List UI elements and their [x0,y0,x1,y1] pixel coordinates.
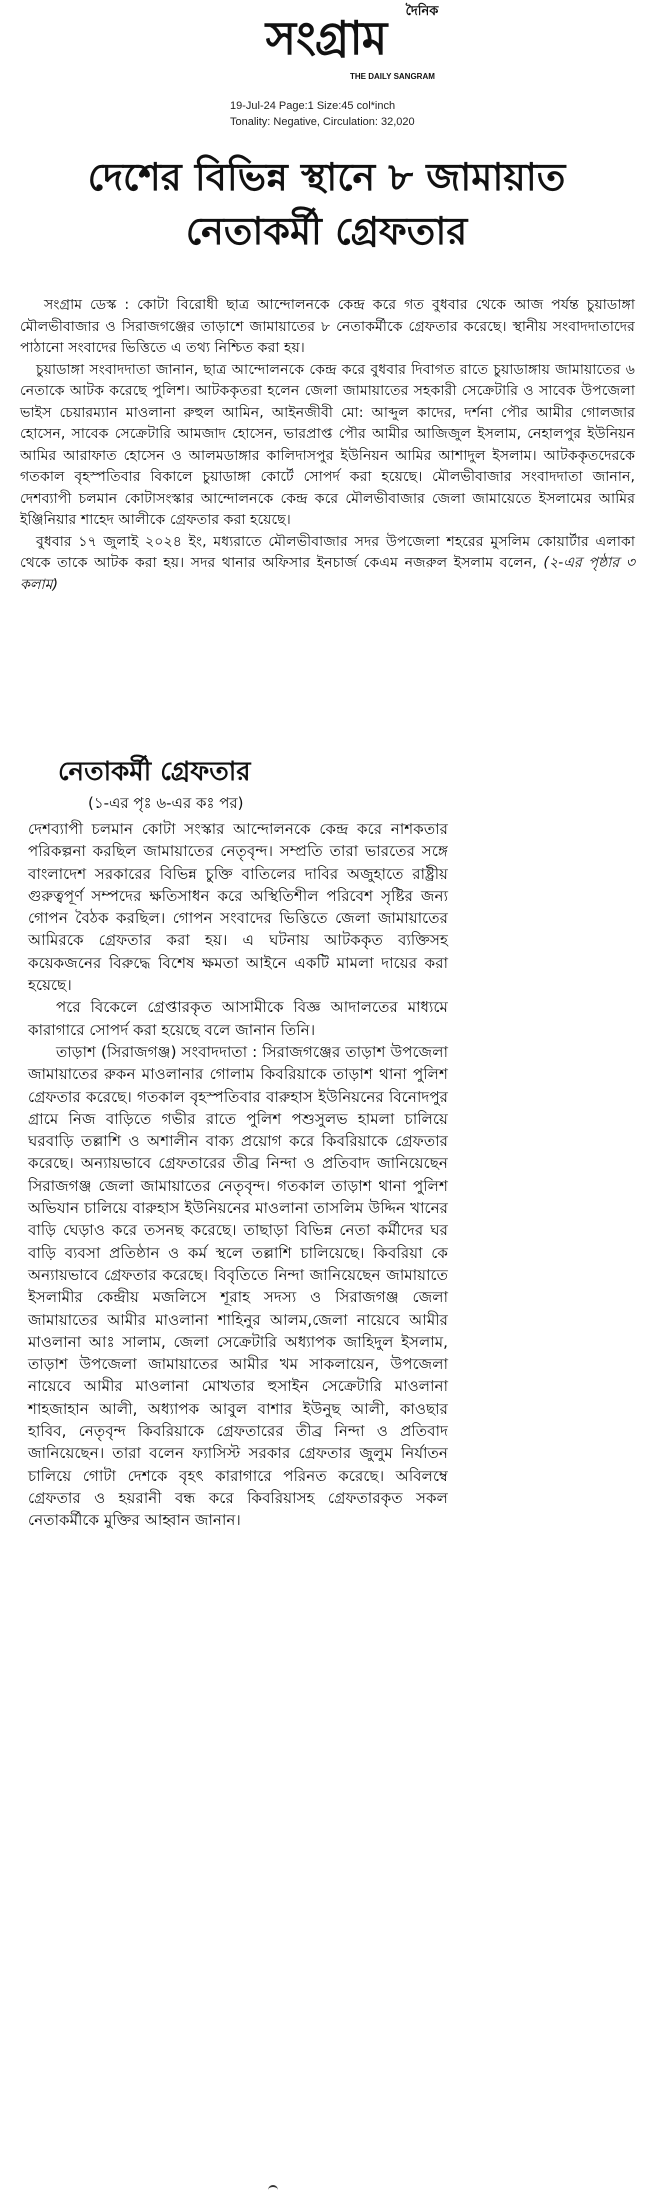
paragraph [20,532,635,597]
jump-reference: (২-এর পৃষ্ঠার ৩ কলাম) [20,555,636,593]
newspaper-name: সংগ্রাম [265,11,387,65]
masthead [0,0,653,82]
newspaper-name-small: দৈনিক [405,4,439,19]
paragraph-text: বুধবার ১৭ জুলাই ২০২৪ ইং, মধ্যরাতে মৌলভীবাজার সদর উপজেলা শহরের মুসলিম কোয়ার্টার এলাকা থেকে তাকে আটক করা হয়। সদর থানার অফিসার ইনচার্জ কেএম নজরুল ইসলাম বলেন, [20,533,635,571]
continuation-reference: (১-এর পৃঃ ৬-এর কঃ পর) [88,794,244,812]
meta-date-page: 19-Jul-24 Page:1 Size:45 col*inch [230,100,396,112]
paragraph: পরে বিকেলে গ্রেপ্তারকৃত আসামীকে বিজ্ঞ আদালতের মাধ্যমে কারাগারে সোপর্দ করা হয়েছে বলে জানান তিনি। [28,998,448,1039]
clipping-meta [230,98,415,130]
paragraph: দেশব্যাপী চলমান কোটা সংস্কার আন্দোলনকে কেন্দ্র করে নাশকতার পরিকল্পনা করছিল জামায়াতের নেতৃবৃন্দ। সম্প্রতি তারা ভারতের সঙ্গে বাংলাদেশ সরকারের বিভিন্ন চুক্তি বাতিলের দাবির অজুহাতে রাষ্ট্রীয় গুরুত্বপূর্ণ সম্পদের ক্ষতিসাধন করে অস্থিতিশীল পরিবেশ সৃষ্টির জন্য গোপন বৈঠক করছিল। গোপন সংবাদের ভিত্তিতে জেলা জামায়াতের আমিরকে গ্রেফতার করা হয়। এ ঘটনায় আটককৃত ব্যক্তিসহ কয়েকজনের বিরুদ্ধে বিশেষ ক্ষমতা আইনে একটি মামলা দায়ের করা হয়েছে। [28,820,448,995]
meta-tonality: Tonality: Negative, Circulation: 32,020 [230,116,415,128]
end-mark [268,2185,278,2195]
headline-line-2: নেতাকর্মী গ্রেফতার [185,209,468,253]
paragraph: তাড়াশ (সিরাজগঞ্জ) সংবাদদাতা : সিরাজগঞ্জের তাড়াশ উপজেলা জামায়াতের রুকন মাওলানার গোলাম কিবরিয়াকে তাড়াশ থানা পুলিশ গ্রেফতার করেছে। গতকাল বৃহস্পতিবার বারুহাস ইউনিয়নের বিনোদপুর গ্রামে নিজ বাড়িতে গভীর রাতে পুলিশ পশুসুলভ হামলা চালিয়ে ঘরবাড়ি তল্লাশি ও অশালীন বাক্য প্রয়োগ করে কিবরিয়াকে গ্রেফতার করেছে। অন্যায়ভাবে গ্রেফতারের তীব্র নিন্দা ও প্রতিবাদ জানিয়েছেন সিরাজগঞ্জ জেলা জামায়াতের নেতৃবৃন্দ। গতকাল তাড়াশ থানা পুলিশ অভিযান চালিয়ে বারুহাস ইউনিয়নের মাওলানা তাসলিম উদ্দিন খানের বাড়ি ঘেড়াও করে তসনছ করেছে। তাছাড়া বিভিন্ন নেতা কর্মীদের ঘর বাড়ি ব্যবসা প্রতিষ্ঠান ও কর্ম স্থলে তল্লাশি চালিয়েছে। কিবরিয়া কে অন্যায়ভাবে গ্রেফতার করেছে। বিবৃতিতে নিন্দা জানিয়েছেন জামায়াতে ইসলামীর কেন্দ্রীয় মজলিসে শূরাহ সদস্য ও সিরাজগঞ্জ জেলা জামায়াতের আমীর মাওলানা শাহিনুর আলম,জেলা নায়েবে আমীর মাওলানা আঃ সালাম, জেলা সেক্রেটারি অধ্যাপক জাহিদুল ইসলাম, তাড়াশ উপজেলা জামায়াতের আমীর খম সাকলায়েন, উপজেলা নায়েবে আমীর মাওলানা মোখতার হুসাইন সেক্রেটারি মাওলানা শাহজাহান আলী, অধ্যাপক আবুল বাশার ইউনুছ আলী, কাওছার হাবিব, নেতৃবৃন্দ কিবরিয়াকে গ্রেফতারের তীব্র নিন্দা ও প্রতিবাদ জানিয়েছেন। তারা বলেন ফ্যাসিস্ট সরকার গ্রেফতার জুলুম নির্যাতন চালিয়ে গোটা দেশকে বৃহৎ কারাগারে পরিনত করেছে। অবিলম্বে গ্রেফতার ও হয়রানী বন্ধ করে কিবরিয়াসহ গ্রেফতারকৃত সকল নেতাকর্মীকে মুক্তির আহ্বান জানান। [28,1042,448,1530]
headline [0,150,653,258]
continuation-title: নেতাকর্মী গ্রেফতার [58,757,251,787]
paragraph: চুয়াডাঙ্গা সংবাদদাতা জানান, ছাত্র আন্দোলনকে কেন্দ্র করে বুধবার দিবাগত রাতে চুয়াডাঙ্গায় জামায়াতের ৬ নেতাকে আটক করেছে পুলিশ। আটককৃতরা হলেন জেলা জামায়াতের সহকারী সেক্রেটারি ও সাবেক উপজেলা ভাইস চেয়ারম্যান মাওলানা রুহুল আমিন, আইনজীবী মো: আব্দুল কাদের, দর্শনা পৌর আমীর গোলজার হোসেন, সাবেক সেক্রেটারি আমজাদ হোসেন, ভারপ্রাপ্ত পৌর আমীর আজিজুল ইসলাম, নেহালপুর ইউনিয়ন আমির আরাফাত হোসেন ও আলমডাঙ্গার কালিদাসপুর ইউনিয়ন আমির আশাদুল ইসলাম। আটককৃতদেরকে গতকাল বৃহস্পতিবার বিকালে চুয়াডাঙ্গা কোর্টে সোপর্দ করা হয়েছে। মৌলভীবাজার সংবাদদাতা জানান, দেশব্যাপী চলমান কোটাসংস্কার আন্দোলনকে কেন্দ্র করে মৌলভীবাজার জেলা জামায়েতে ইসলামের আমির ইঞ্জিনিয়ার শাহেদ আলীকে গ্রেফতার করা হয়েছে। [20,361,635,528]
continuation-body [28,818,448,1532]
continuation-article [28,752,448,1532]
paragraph: সংগ্রাম ডেস্ক : কোটা বিরোধী ছাত্র আন্দোলনকে কেন্দ্র করে গত বুধবার থেকে আজ পর্যন্ত চুয়াডাঙ্গা মৌলভীবাজার ও সিরাজগঞ্জের তাড়াশে জামায়াতের ৮ নেতাকর্মীকে গ্রেফতার করেছে। স্থানীয় সংবাদদাতাদের পাঠানো সংবাদের ভিত্তিতে এ তথ্য নিশ্চিত করা হয়। [20,297,635,356]
headline-line-1: দেশের বিভিন্ন স্থানে ৮ জামায়াত [87,155,566,199]
newspaper-name-english: THE DAILY SANGRAM [350,72,435,81]
lead-article [20,295,635,596]
